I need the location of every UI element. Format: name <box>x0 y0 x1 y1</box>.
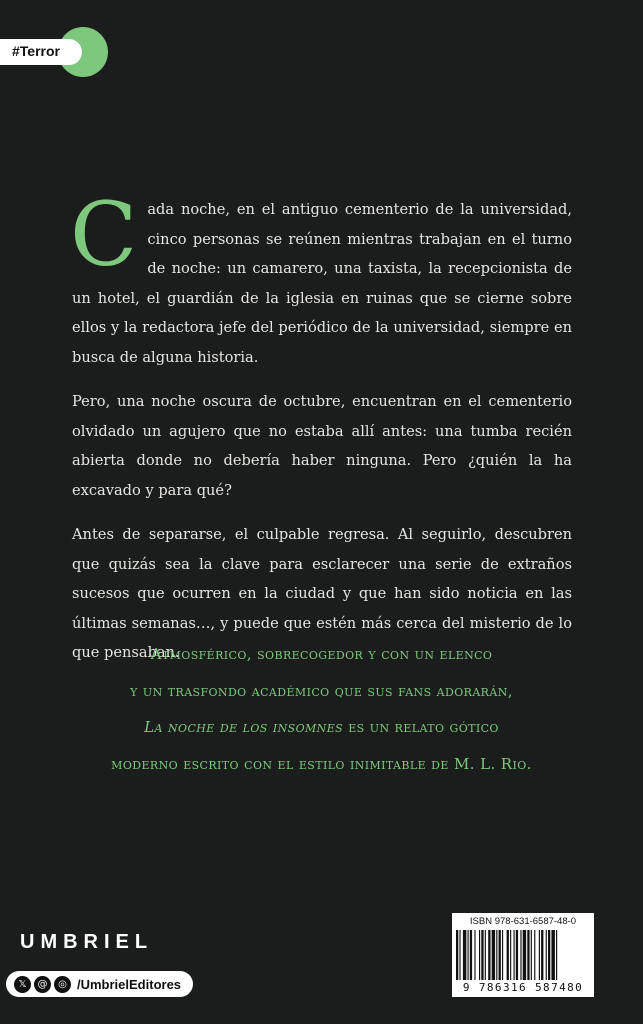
barcode-bars <box>456 930 590 980</box>
isbn-label: ISBN 978-631-6587-48-0 <box>469 916 577 927</box>
quote-line-3 <box>60 709 583 746</box>
social-links[interactable] <box>6 971 193 997</box>
blurb-paragraph-2: Pero, una noche oscura de octubre, encuentran en el cementerio olvidado un agujero que no estaba allí antes: una tumba recién abierta donde no debería haber ninguna. Pero ¿quién la ha excavado y para qué? <box>72 393 572 499</box>
publisher-logo: UMBRIEL <box>20 931 154 953</box>
quote-line-2: y un trasfondo académico que sus fans adorarán, <box>130 681 513 700</box>
drop-cap: C <box>70 183 138 286</box>
back-cover-blurb <box>70 183 572 683</box>
blurb-paragraph-1-text: ada noche, en el antiguo cementerio de la universidad, cinco personas se reúnen mientras trabajan en el turno de noche: un camarero, una taxista, la recepcionista de un hotel, el guardián de la iglesia en ruinas que se cierne sobre ellos y la redactora jefe del periódico de la universidad, siempre en busca de alguna historia. <box>72 201 572 366</box>
book-title: La noche de los insomnes <box>144 718 344 736</box>
quote-line-3-rest: es un relato gótico <box>343 718 499 736</box>
x-icon[interactable]: 𝕏 <box>14 976 31 993</box>
barcode <box>452 913 594 997</box>
review-quote <box>60 636 583 782</box>
threads-icon[interactable]: @ <box>34 976 51 993</box>
genre-tag-label: #Terror <box>12 43 60 59</box>
barcode-digits: 9 786316 587480 <box>462 981 584 994</box>
genre-tag-pill <box>0 39 82 65</box>
blurb-paragraph-3: Antes de separarse, el culpable regresa. Al seguirlo, descubren que quizás sea la clave para esclarecer una serie de extraños sucesos que ocurren en la ciudad y que han sido noticia en las últimas semanas…, y puede que estén más cerca del misterio de lo que pensaban. <box>72 526 572 661</box>
quote-line-4: moderno escrito con el estilo inimitable de M. L. Rio. <box>111 754 532 773</box>
blurb-paragraph-1 <box>70 183 572 372</box>
social-handle[interactable]: /UmbrielEditores <box>77 976 182 992</box>
quote-line-1: Atmosférico, sobrecogedor y con un elenco <box>150 645 493 663</box>
genre-tag <box>0 27 104 77</box>
instagram-icon[interactable]: ◎ <box>54 976 71 993</box>
